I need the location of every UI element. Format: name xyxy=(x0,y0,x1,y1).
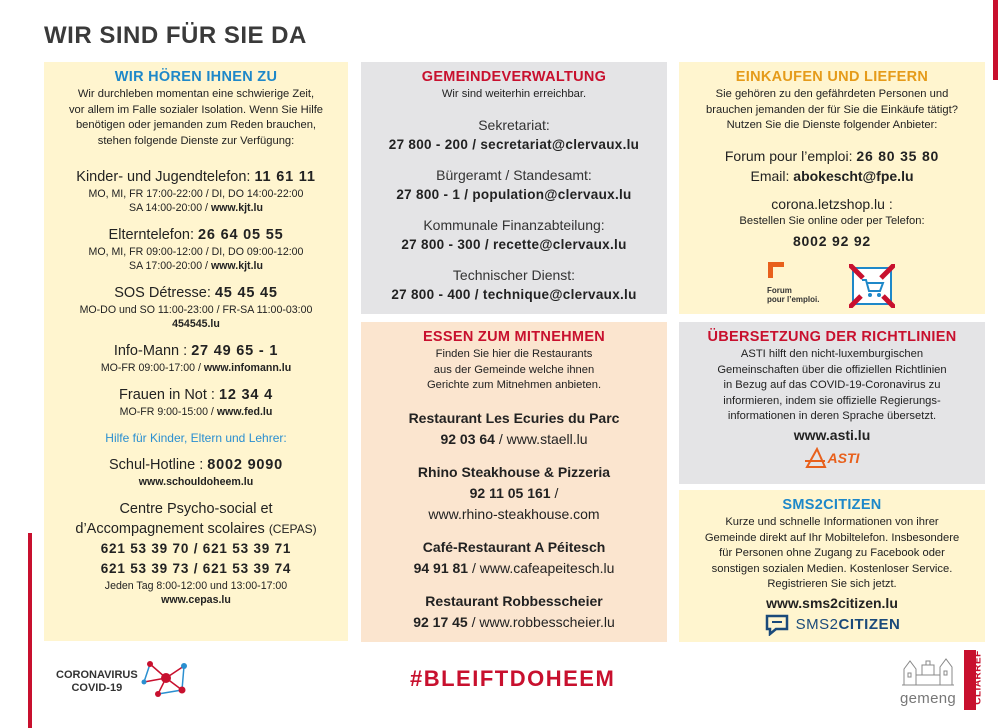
cepas-entry: Centre Psycho-social et d’Accompagnement scolaires (CEPAS) 621 53 39 70 / 621 53 39 71 621 53 39 73 / 621 53 39 74 Jeden Tag 8:00-12:00 und 13:00-17:00 www.cepas.lu xyxy=(44,499,348,607)
sos-entry: SOS Détresse: 45 45 45 MO-DO und SO 11:00-23:00 / FR-SA 11:00-03:00 454545.lu xyxy=(44,283,348,331)
restaurant-item: Restaurant Les Ecuries du Parc 92 03 64 / www.staell.lu xyxy=(408,409,620,447)
restaurant-item: Café-Restaurant A Péitesch 94 91 81 / www.cafeapeitesch.lu xyxy=(413,538,615,576)
infomann-entry: Info-Mann : 27 49 65 - 1 MO-FR 09:00-17:00 / www.infomann.lu xyxy=(100,343,292,374)
virus-network-icon xyxy=(140,656,192,702)
kjt-entry: Kinder- und Jugendtelefon: 11 61 11 MO, MI, FR 17:00-22:00 / DI, DO 14:00-22:00 SA 14:00-20:00 / www.kjt.lu xyxy=(76,169,316,214)
sms2citizen-panel xyxy=(679,490,985,642)
red-accent-bar-right xyxy=(993,0,998,80)
shopping-intro: Sie gehören zu den gefährdeten Personen und brauchen jemanden der für Sie die Einkäufe tätigt? Nutzen Sie die Dienste folgender Anbieter: xyxy=(706,88,958,131)
sms2citizen-logo: SMS2 CITIZEN xyxy=(679,614,985,636)
infomann-number: 27 49 65 - 1 xyxy=(191,343,279,359)
takeaway-intro: Finden Sie hier die Restaurants aus der Gemeinde welche ihnen Gerichte zum Mitnehmen anbieten. xyxy=(426,348,602,391)
asti-logo: ASTI xyxy=(679,447,985,469)
dept-technical: Technischer Dienst: 27 800 - 400 / technique@clervaux.lu xyxy=(361,265,667,305)
sos-number: 45 45 45 xyxy=(214,285,278,301)
dept-finance: Kommunale Finanzabteilung: 27 800 - 300 / recette@clervaux.lu xyxy=(361,215,667,255)
sms-text: Kurze und schnelle Informationen von ihrer Gemeinde direkt auf Ihr Mobiltelefon. Insbesondere für Personen ohne Zugang zu Facebook oder sonstigen sozialen Medien. Kostenloser Service. Registrieren Sie sich jetzt. xyxy=(704,516,960,590)
kjt-link[interactable]: www.kjt.lu xyxy=(210,202,263,214)
sms-heading: SMS2CITIZEN xyxy=(782,497,882,513)
takeaway-panel xyxy=(361,322,667,642)
asti-arrow-icon xyxy=(805,447,827,469)
schul-number: 8002 9090 xyxy=(207,457,284,473)
translation-heading: ÜBERSETZUNG DER RICHTLINIEN xyxy=(707,329,957,345)
kjt-number: 11 61 11 xyxy=(254,169,316,185)
cepas-numbers-2: 621 53 39 73 / 621 53 39 74 xyxy=(100,561,292,576)
shopping-cart-icon xyxy=(849,264,895,308)
help-note: Hilfe für Kinder, Eltern und Lehrer: xyxy=(105,431,287,445)
restaurant-item: Rhino Steakhouse & Pizzeria 92 11 05 161 / www.rhino-steakhouse.com xyxy=(361,462,667,525)
letzshop-logo xyxy=(849,264,895,313)
restaurant-link[interactable]: www.staell.lu xyxy=(506,430,588,447)
dept-population: Bürgeramt / Standesamt: 27 800 - 1 / population@clervaux.lu xyxy=(361,165,667,205)
frauen-entry: Frauen in Not : 12 34 4 MO-FR 9:00-15:00 / www.fed.lu xyxy=(119,387,273,418)
gemeng-logo: gemeng xyxy=(900,655,956,707)
listening-heading: WIR HÖREN IHNEN ZU xyxy=(114,69,278,85)
municipality-heading: GEMEINDEVERWALTUNG xyxy=(421,69,607,85)
red-accent-bar-left xyxy=(28,533,32,728)
shopping-heading: EINKAUFEN UND LIEFERN xyxy=(735,69,929,85)
listening-intro: Wir durchleben momentan eine schwierige Zeit, vor allem im Falle sozialer Isolation. Wenn Sie Hilfe benötigen oder jemanden zum Reden brauchen, stehen folgende Dienste zur Verfügung: xyxy=(68,88,324,147)
eltern-entry: Elterntelefon: 26 64 05 55 MO, MI, FR 09:00-12:00 / DI, DO 09:00-12:00 SA 17:00-20:00 / www.kjt.lu xyxy=(88,227,304,272)
restaurant-item: Restaurant Robbesscheier 92 17 45 / www.robbesscheier.lu xyxy=(413,592,615,630)
coronavirus-label: CORONAVIRUS COVID-19 xyxy=(56,669,138,694)
cepas-link[interactable]: www.cepas.lu xyxy=(161,594,231,606)
letzshop-link[interactable]: corona.letzshop.lu : xyxy=(771,195,893,212)
population-contact[interactable]: 27 800 - 1 / population@clervaux.lu xyxy=(396,186,632,202)
forum-email[interactable]: abokescht@fpe.lu xyxy=(793,167,914,184)
listening-services-panel xyxy=(44,62,348,641)
forum-emploi-logo: Forum pour l’emploi. xyxy=(767,261,827,309)
asti-link[interactable]: www.asti.lu xyxy=(793,426,871,443)
sos-link[interactable]: 454545.lu xyxy=(172,318,220,330)
page-title: WIR SIND FÜR SIE DA xyxy=(44,22,307,49)
chat-bubble-icon xyxy=(764,614,790,636)
technical-contact[interactable]: 27 800 - 400 / technique@clervaux.lu xyxy=(391,286,637,302)
schul-entry: Schul-Hotline : 8002 9090 www.schouldoheem.lu xyxy=(44,455,348,489)
schul-link[interactable]: www.schouldoheem.lu xyxy=(138,476,254,488)
shopping-panel: EINKAUFEN UND LIEFERN Sie gehören zu den gefährdeten Personen und brauchen jemanden der für Sie die Einkäufe tätigt? Nutzen Sie die Dienste folgender Anbieter: Forum pour l’emploi: 26 80 35 80 Email: abokescht@fpe.lu corona.letzshop.lu : Bestellen Sie online oder per Telefon: 8002 92 92 Forum pour l’emploi. xyxy=(679,62,985,314)
hashtag-bleiftdoheem: #BLEIFTDOHEEM xyxy=(410,666,616,691)
eltern-number: 26 64 05 55 xyxy=(198,227,284,243)
municipality-panel: GEMEINDEVERWALTUNG Wir sind weiterhin erreichbar. Sekretariat: 27 800 - 200 / secretariat@clervaux.lu Bürgeramt / Standesamt: 27 800 - 1 / population@clervaux.lu Kommunale Finanzabteilung: 27 800 - 300 / recette@clervaux.lu Technischer Dienst: 27 800 - 400 / technique@clervaux.lu xyxy=(361,62,667,314)
restaurant-link[interactable]: www.cafeapeitesch.lu xyxy=(479,559,615,576)
infomann-link[interactable]: www.infomann.lu xyxy=(203,362,292,374)
forum-logo-mark-icon xyxy=(767,261,785,279)
forum-number: 26 80 35 80 xyxy=(856,147,940,164)
translation-text: ASTI hilft den nicht-luxemburgischen Gemeinschaften über die offiziellen Richtlinien in Bezug auf das COVID-19-Coronavirus zu informieren, indem sie offizielle Regierungs- informationen in deren Sprache übersetzt. xyxy=(717,348,947,422)
frauen-number: 12 34 4 xyxy=(218,387,273,403)
sms-link[interactable]: www.sms2citizen.lu xyxy=(766,594,898,611)
takeaway-heading: ESSEN ZUM MITNEHMEN xyxy=(422,329,606,345)
translation-panel xyxy=(679,322,985,484)
dept-secretariat: Sekretariat: 27 800 - 200 / secretariat@clervaux.lu xyxy=(361,115,667,155)
restaurant-link[interactable]: www.robbesscheier.lu xyxy=(479,613,615,630)
finance-contact[interactable]: 27 800 - 300 / recette@clervaux.lu xyxy=(401,236,627,252)
secretariat-contact[interactable]: 27 800 - 200 / secretariat@clervaux.lu xyxy=(388,136,640,152)
cepas-numbers-1: 621 53 39 70 / 621 53 39 71 xyxy=(100,541,292,556)
clairref-logo: CLIARREF xyxy=(956,650,996,710)
eltern-link[interactable]: www.kjt.lu xyxy=(210,260,263,272)
restaurant-link[interactable]: www.rhino-steakhouse.com xyxy=(428,505,600,522)
frauen-link[interactable]: www.fed.lu xyxy=(216,406,273,418)
letzshop-number: 8002 92 92 xyxy=(792,233,872,249)
